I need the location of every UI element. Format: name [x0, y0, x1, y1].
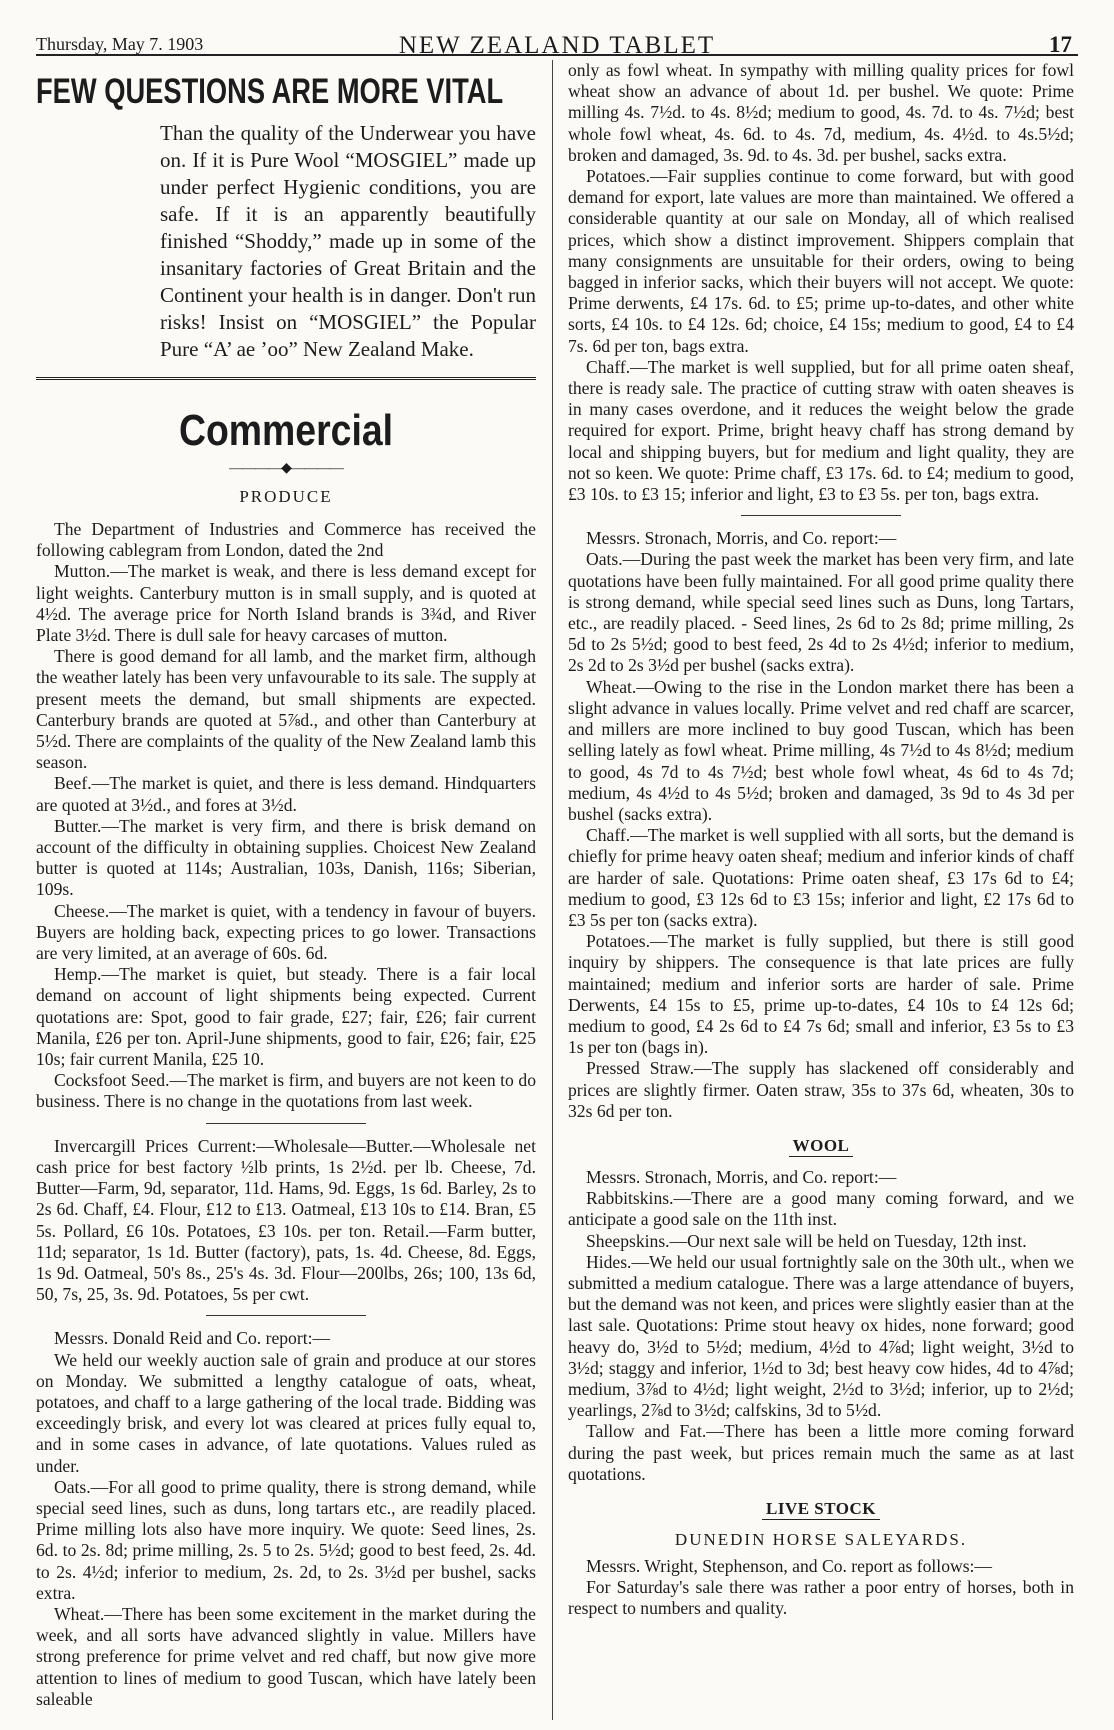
masthead — [36, 14, 1078, 59]
livestock-heading: LIVE STOCK — [568, 1499, 1074, 1520]
dunedin-paragraph: For Saturday's sale there was rather a poor entry of horses, both in respect to numbers and quality. — [568, 1577, 1074, 1619]
wool-paragraph: Hides.—We held our usual fortnightly sale on the 30th ult., when we submitted a medium catalogue. There was a large attendance of buyers, but the demand was not keen, and prices were slightly easier than at the last sale. Quotations: Prime stout heavy ox hides, none forward; good heavy do, 3½d to 5½d; medium, 4½d to 4⅞d; light weight, 3½d to 3½d; staggy and inferior, 1½d to 3d; best heavy cow hides, 4d to 4⅞d; medium, 3⅞d to 4½d; light weight, 2½d to 3½d; inferior, up to 2½d; yearlings, 2⅞d to 3½d; calfskins, 3d to 5½d. — [568, 1251, 1074, 1421]
mosgiel-advertisement — [36, 72, 536, 380]
dunedin-saleyards-heading: DUNEDIN HORSE SALEYARDS. — [674, 1530, 968, 1549]
stronach-paragraph: Potatoes.—The market is fully supplied, but there is still good inquiry by shippers. The consequence is that late prices are fully maintained; medium and inferior sorts are harder of sale. Prime Derwents, £4 15s to £5, prime up-to-dates, £4 10s to £4 12s 6d; medium to good, £4 2s 6d to £4 7s 6d; small and inferior, £3 5s to £3 1s per ton (bags in). — [568, 931, 1074, 1058]
reid-paragraph: We held our weekly auction sale of grain and produce at our stores on Monday. We submitted a lengthy catalogue of oats, wheat, potatoes, and chaff to a large gathering of the local trade. Bidding was exceedingly brisk, and every lot was cleared at prices fully equal to, and in some cases in advance, of late quotations. Values ruled as under. — [36, 1349, 536, 1476]
reid-report-heading: Messrs. Donald Reid and Co. report:— — [54, 1328, 331, 1349]
reid-paragraph: Oats.—For all good to prime quality, there is strong demand, while special seed lines, such as duns, long tartars etc., are readily placed. Prime milling lots also have more inquiry. We quote: Seed lines, 2s. 6d. to 2s. 8d; prime milling, 2s. 5 to 2s. 5½d; good to best feed, 2s. 4d. to 2s. 4½d; inferior to medium, 2s. 2d, to 2s. 3½d per bushel, sacks extra. — [36, 1476, 536, 1603]
reid-paragraph: Chaff.—The market is well supplied, but for all prime oaten sheaf, there is ready sale. The practice of cutting straw with oaten sheaves is in many cases overdone, and it reduces the weight below the grade required for export. Prime, bright heavy chaff has strong demand by local and shipping buyers, but for medium and light quality, they are not so keen. We quote: Prime chaff, £3 17s. 6d. to £4; medium to good, £3 10s. to £3 15; inferior and light, £3 to £3 5s. per ton, bags extra. — [568, 356, 1074, 505]
invercargill-prices: Invercargill Prices Current:—Wholesale—Butter.—Wholesale net cash price for best factory ½lb prints, 1s 2½d. per lb. Cheese, 7d. Butter—Farm, 9d, separator, 11d. Hams, 9d. Eggs, 1s 6d. Barley, 2s to 2s 6d. Chaff, £4. Flour, £12 to £13. Oatmeal, £13 10s to £14. Bran, £5 5s. Pollard, £6 10s. Potatoes, £3 10s. per ton. Retail.—Farm butter, 11d; separator, 1s 1d. Butter (factory), pats, 1s. 4d. Cheese, 8d. Eggs, 1s 9d. Oatmeal, 50's 8s., 25's 4s. 3d. Flour—200lbs, 26s; 100, 13s 6d, 50, 7s, 25, 3s. 9d. Potatoes, 5s per cwt. — [36, 1135, 536, 1305]
produce-paragraph: Mutton.—The market is weak, and there is less demand except for light weights. Canterbury mutton is in small supply, and is quoted at 4½d. The average price for North Island brands is 3¾d, and River Plate 3½d. There is dull sale for heavy carcases of mutton. — [36, 561, 536, 646]
produce-heading: PRODUCE — [239, 487, 333, 506]
ornament-divider: ————◆———— — [229, 461, 343, 476]
stronach-paragraph: Pressed Straw.—The supply has slackened off considerably and prices are slightly firmer. Oaten straw, 35s to 37s 6d, wheaten, 30s to 32s 6d per ton. — [568, 1058, 1074, 1121]
dunedin-paragraph: Messrs. Wright, Stephenson, and Co. report as follows:— — [586, 1556, 993, 1576]
stronach-report-heading: Messrs. Stronach, Morris, and Co. report:— — [586, 528, 897, 549]
wool-paragraph: Tallow and Fat.—There has been a little more coming forward during the past week, but prices remain much the same as at last quotations. — [568, 1421, 1074, 1484]
reid-paragraph: only as fowl wheat. In sympathy with milling quality prices for fowl wheat show an advance of about 1d. per bushel. We quote: Prime milling 4s. 7½d. to 4s. 8½d; medium to good, 4s. 7d. to 4s. 7½d; best whole fowl wheat, 4s. 6d. to 4s. 7d, medium, 4s. 4½d. to 4s.5½d; broken and damaged, 3s. 9d. to 4s. 3d. per bushel, sacks extra. — [568, 60, 1074, 165]
ad-body: Than the quality of the Underwear you have on. If it is Pure Wool “MOSGIEL” made up under perfect Hygienic conditions, you are safe. If it is an apparently beautifully finished “Shoddy,” made up in some of the insanitary factories of Great Britain and the Continent your health is in danger. Don't run risks! Insist on “MOSGIEL” the Popular Pure “A’ ae ’oo” New Zealand Make. — [160, 121, 536, 361]
produce-paragraph: The Department of Industries and Commerce has received the following cablegram from London, dated the 2nd — [36, 519, 536, 561]
produce-paragraph: Hemp.—The market is quiet, but steady. There is a fair local demand on account of light shipments being expected. Current quotations are: Spot, good to fair grade, £27; fair, £26; fair current Manila, £26 per ton. April-June shipments, good to fair, £26; fair, £25 10s; fair current Manila, £25 10. — [36, 964, 536, 1070]
stronach-paragraph: Chaff.—The market is well supplied with all sorts, but the demand is chiefly for prime heavy oaten sheaf; medium and inferior kinds of chaff are harder of sale. Quotations: Prime oaten sheaf, £3 17s 6d to £4; medium to good, £3 12s 6d to £3 15s; inferior and light, £2 17s 6d to £3 5s per ton (sacks extra). — [568, 825, 1074, 930]
reid-paragraph: Wheat.—There has been some excitement in the market during the week, and all sorts have advanced slightly in value. Millers have strong preference for prime velvet and red chaff, but now give more attention to lines of medium to good Tuscan, which have lately been saleable — [36, 1603, 536, 1709]
section-title: Commercial — [178, 406, 394, 455]
wool-paragraph: Sheepskins.—Our next sale will be held on Tuesday, 12th inst. — [586, 1230, 1027, 1251]
produce-paragraph: Cocksfoot Seed.—The market is firm, and buyers are not keen to do business. There is no change in the quotations from last week. — [36, 1070, 536, 1112]
page-number: 17 — [1049, 32, 1072, 57]
stronach-paragraph: Oats.—During the past week the market has been very firm, and late quotations have been fully maintained. For all good prime quality there is strong demand, while special seed lines such as Duns, long Tartars, etc., are readily placed. - Seed lines, 2s 6d to 2s 8d; prime milling, 2s 5d to 2s 5½d; good to best feed, 2s 4d to 2s 4½d; inferior to medium, 2s 2d to 2s 3½d per bushel (sacks extra). — [568, 549, 1074, 676]
produce-paragraph: Cheese.—The market is quiet, with a tendency in favour of buyers. Buyers are holding back, expecting prices to go lower. Transactions are very limited, at an average of 60s. 6d. — [36, 900, 536, 964]
produce-paragraph: Butter.—The market is very firm, and there is brisk demand on account of the difficulty in obtaining supplies. Choicest New Zealand butter is quoted at 114s; Australian, 103s, Danish, 116s; Siberian, 109s. — [36, 815, 536, 900]
wool-heading: WOOL — [568, 1136, 1074, 1157]
reid-paragraph: Potatoes.—Fair supplies continue to come forward, but with good demand for export, late values are more than maintained. We offered a considerable quantity at our sale on Monday, all of which realised prices, which show a distinct improvement. Shippers complain that many consignments are unsuitable for their orders, owing to being bagged in inferior sacks, which their buyers will not accept. We quote: Prime derwents, £4 17s. 6d. to £5; prime up-to-dates, and other white sorts, £4 10s. to £4 12s. 6d; choice, £4 15s; medium to good, £4 to £4 7s. 6d per ton, bags extra. — [568, 166, 1074, 356]
ad-headline: FEW QUESTIONS ARE MORE VITAL — [36, 72, 504, 111]
wool-paragraph: Rabbitskins.—There are a good many coming forward, and we anticipate a good sale on the 11th inst. — [568, 1188, 1074, 1230]
left-column — [36, 60, 536, 1710]
stronach-paragraph: Wheat.—Owing to the rise in the London market there has been a slight advance in values locally. Prime velvet and red chaff are scarcer, and millers are more inclined to buy good Tuscan, which has been selling lately as fowl wheat. Prime milling, 4s 7½d to 4s 8½d; medium to good, 4s 7d to 4s 7½d; best whole fowl wheat, 4s 6d to 4s 7d; medium, 4s 4½d to 4s 5½d; broken and damaged, 3s 9d to 4s 3d per bushel (sacks extra). — [568, 676, 1074, 824]
right-column — [568, 60, 1074, 1620]
produce-paragraph: There is good demand for all lamb, and the market firm, although the weather lately has been very unfavourable to its sale. The supply at present meets the demand, but small shipments are expected. Canterbury brands are quoted at 5⅞d., and other than Canterbury at 5½d. There are complaints of the quality of the New Zealand lamb this season. — [36, 646, 536, 773]
issue-date: Thursday, May 7. 1903 — [36, 34, 204, 54]
wool-report-heading: Messrs. Stronach, Morris, and Co. report:— — [586, 1166, 897, 1187]
column-divider — [552, 60, 553, 1720]
section-rule — [206, 1123, 366, 1124]
section-rule — [741, 515, 901, 516]
produce-paragraph: Beef.—The market is quiet, and there is less demand. Hindquarters are quoted at 3½d., and fores at 3½d. — [36, 773, 536, 815]
publication-title: NEW ZEALAND TABLET — [398, 32, 716, 59]
section-rule — [206, 1315, 366, 1316]
